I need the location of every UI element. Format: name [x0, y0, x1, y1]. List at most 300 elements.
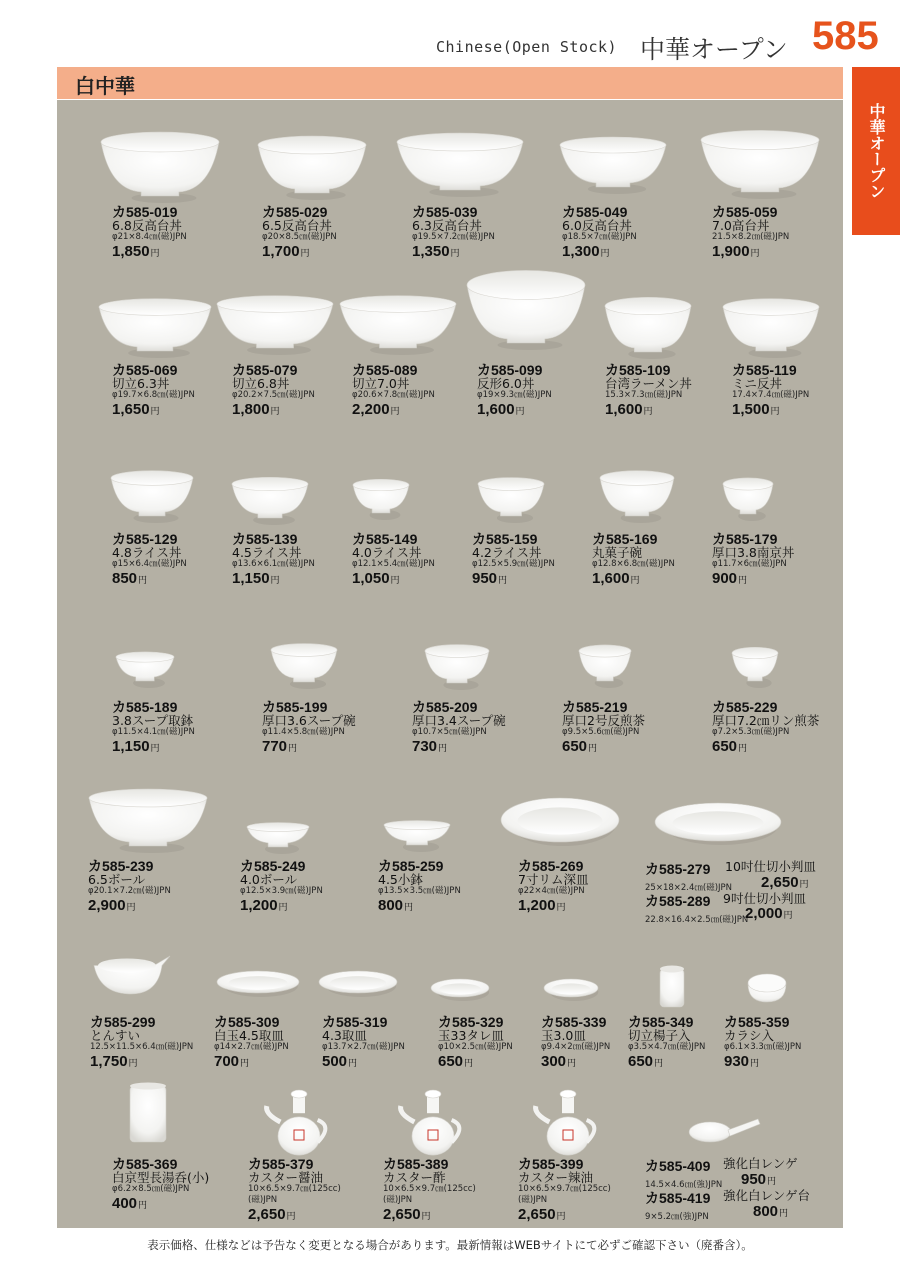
- product-pair-409-419: [645, 1156, 845, 1222]
- product-price: 2,650: [383, 1206, 421, 1223]
- product-price: 2,900: [88, 897, 126, 914]
- product-name: 10吋仕切小判皿: [725, 859, 816, 874]
- yen-unit: 円: [750, 248, 760, 258]
- bowl-rim: [89, 789, 207, 807]
- product-name: カスター酢: [383, 1170, 446, 1185]
- product-name: 4.5小鉢: [378, 872, 423, 887]
- yen-unit: 円: [348, 1058, 358, 1068]
- product-name: 6.5ボール: [88, 872, 146, 887]
- product-spec: 9×5.2㎝(強)JPN: [645, 1212, 709, 1222]
- product-name: 強化白レンゲ: [723, 1156, 798, 1171]
- product-spec-material: (磁)JPN: [383, 1195, 413, 1205]
- product-code: カ585-319: [322, 1014, 388, 1030]
- product-spec: φ9.5×5.6㎝(磁)JPN: [562, 727, 640, 737]
- cruet-spout: [536, 1106, 550, 1122]
- product-price: 300: [541, 1053, 567, 1070]
- product-item: [732, 363, 809, 420]
- yen-unit: 円: [138, 1200, 148, 1210]
- product-item: [412, 700, 506, 757]
- bowl-rim: [397, 133, 523, 151]
- product-price: 850: [112, 570, 138, 587]
- bowl-rim: [560, 137, 666, 153]
- product-code: カ585-039: [412, 204, 478, 220]
- product-price: 650: [438, 1053, 464, 1070]
- product-price: 1,150: [232, 570, 270, 587]
- product-code: カ585-379: [248, 1156, 314, 1172]
- yen-unit: 円: [438, 743, 448, 753]
- product-item: [383, 1157, 476, 1225]
- yen-unit: 円: [556, 1211, 566, 1221]
- product-item: [712, 532, 794, 589]
- product-spec: φ20.2×7.5㎝(磁)JPN: [232, 390, 315, 400]
- yen-unit: 円: [270, 406, 280, 416]
- product-spec: φ13.7×2.7㎝(磁)JPN: [322, 1042, 405, 1052]
- product-price: 1,600: [477, 401, 515, 418]
- yen-unit: 円: [654, 1058, 664, 1068]
- product-code: カ585-399: [518, 1156, 584, 1172]
- product-spec: φ20.1×7.2㎝(磁)JPN: [88, 886, 171, 896]
- product-code: カ585-139: [232, 531, 298, 547]
- product-name: ミニ反丼: [732, 376, 783, 391]
- product-price: 730: [412, 738, 438, 755]
- yen-unit: 円: [738, 575, 748, 585]
- bowl-rim: [271, 644, 337, 657]
- product-code: カ585-289: [645, 893, 711, 909]
- product-name: 白京型長湯呑(小): [112, 1170, 210, 1185]
- product-spec: 10×6.5×9.7㎝(125cc): [518, 1184, 611, 1194]
- plate-well: [330, 976, 386, 990]
- product-item: [518, 859, 588, 916]
- cup-body: [660, 969, 684, 1007]
- product-spec: 10×6.5×9.7㎝(125cc): [248, 1184, 341, 1194]
- cruet-lid: [425, 1090, 441, 1098]
- product-price: 800: [378, 897, 404, 914]
- product-name: 4.3取皿: [322, 1028, 367, 1043]
- product-code: カ585-149: [352, 531, 418, 547]
- product-item: [248, 1157, 341, 1225]
- product-price: 1,200: [518, 897, 556, 914]
- yen-unit: 円: [390, 406, 400, 416]
- yen-unit: 円: [498, 575, 508, 585]
- product-spec-material: (磁)JPN: [518, 1195, 548, 1205]
- bowl-rim: [723, 299, 819, 316]
- product-name: 厚口7.2㎝リン煎茶: [712, 713, 820, 728]
- bowl-rim: [232, 477, 308, 490]
- product-code: カ585-299: [90, 1014, 156, 1030]
- product-name: 反形6.0丼: [477, 376, 535, 391]
- product-name: 7寸リム深皿: [518, 872, 589, 887]
- product-code: カ585-239: [88, 858, 154, 874]
- bowl-rim: [579, 645, 631, 657]
- product-price: 1,900: [712, 243, 750, 260]
- product-price: 1,200: [240, 897, 278, 914]
- product-spec: 17.4×7.4㎝(磁)JPN: [732, 390, 810, 400]
- product-spec: φ3.5×4.7㎝(磁)JPN: [628, 1042, 706, 1052]
- yen-unit: 円: [515, 406, 525, 416]
- product-name: 6.3反高台丼: [412, 218, 482, 233]
- product-item: [562, 205, 637, 262]
- product-price: 1,600: [605, 401, 643, 418]
- product-name: 7.0高台丼: [712, 218, 770, 233]
- product-code: カ585-269: [518, 858, 584, 874]
- product-code: カ585-419: [645, 1190, 711, 1206]
- yen-unit: 円: [799, 879, 809, 889]
- product-item: [412, 205, 495, 262]
- bowl-rim: [723, 478, 773, 490]
- product-item: [562, 700, 645, 757]
- product-item: [438, 1015, 513, 1072]
- product-price: 950: [741, 1171, 767, 1188]
- product-spec: φ9.4×2㎝(磁)JPN: [541, 1042, 611, 1052]
- product-spec: φ12.8×6.8㎝(磁)JPN: [592, 559, 675, 569]
- product-code: カ585-199: [262, 699, 328, 715]
- product-name: 4.0ライス丼: [352, 545, 422, 560]
- product-name: カスター辣油: [518, 1170, 594, 1185]
- product-price: 650: [562, 738, 588, 755]
- product-item: [112, 532, 187, 589]
- yen-unit: 円: [750, 1058, 760, 1068]
- yen-unit: 円: [278, 902, 288, 912]
- product-name: 9吋仕切小判皿: [723, 891, 806, 906]
- product-item: [712, 205, 789, 262]
- yen-unit: 円: [600, 248, 610, 258]
- yen-unit: 円: [270, 575, 280, 585]
- product-item: [322, 1015, 405, 1072]
- product-code: カ585-159: [472, 531, 538, 547]
- product-item: [112, 700, 195, 757]
- product-price: 800: [753, 1203, 779, 1220]
- product-price: 650: [712, 738, 738, 755]
- product-name: 3.8スープ取鉢: [112, 713, 194, 728]
- product-price: 400: [112, 1195, 138, 1212]
- product-price: 1,750: [90, 1053, 128, 1070]
- yen-unit: 円: [150, 248, 160, 258]
- product-item: [112, 205, 187, 262]
- product-name: 切立6.3丼: [112, 376, 170, 391]
- product-spec: φ14×2.7㎝(磁)JPN: [214, 1042, 289, 1052]
- product-code: カ585-359: [724, 1014, 790, 1030]
- yen-unit: 円: [556, 902, 566, 912]
- product-item: [240, 859, 323, 916]
- product-item: [724, 1015, 801, 1072]
- yen-unit: 円: [770, 406, 780, 416]
- product-price: 2,200: [352, 401, 390, 418]
- product-code: カ585-129: [112, 531, 178, 547]
- product-spec: φ18.5×7㎝(磁)JPN: [562, 232, 637, 242]
- yen-unit: 円: [138, 575, 148, 585]
- bowl-rim: [605, 297, 691, 314]
- footer-note: 表示価格、仕様などは予告なく変更となる場合があります。最新情報はWEBサイトにて必ずご確認下さい（廃番含）。: [147, 1238, 753, 1252]
- product-name: 4.0ボール: [240, 872, 298, 887]
- product-code: カ585-389: [383, 1156, 449, 1172]
- yen-unit: 円: [450, 248, 460, 258]
- product-name: 切立7.0丼: [352, 376, 410, 391]
- product-name: 切立6.8丼: [232, 376, 290, 391]
- product-price: 1,300: [562, 243, 600, 260]
- bowl-rim: [732, 647, 778, 659]
- plate-well: [673, 811, 764, 835]
- product-spec: φ21×8.4㎝(磁)JPN: [112, 232, 187, 242]
- product-code: カ585-169: [592, 531, 658, 547]
- plate-well: [439, 983, 481, 994]
- product-price: 950: [472, 570, 498, 587]
- bowl-rim: [247, 823, 309, 832]
- product-price: 2,650: [518, 1206, 556, 1223]
- product-spec: φ10×2.5㎝(磁)JPN: [438, 1042, 513, 1052]
- product-item: [90, 1015, 193, 1072]
- product-spec: φ12.1×5.4㎝(磁)JPN: [352, 559, 435, 569]
- product-price: 1,850: [112, 243, 150, 260]
- product-name: 玉33タレ皿: [438, 1028, 504, 1043]
- bowl-rim: [116, 652, 174, 662]
- cruet-body: [278, 1117, 320, 1155]
- bowl-rim: [258, 136, 366, 154]
- bowl-rim: [478, 478, 544, 491]
- product-name: 4.5ライス丼: [232, 545, 302, 560]
- product-code: カ585-249: [240, 858, 306, 874]
- mustard-pot-lid: [748, 974, 786, 992]
- product-code: カ585-099: [477, 362, 543, 378]
- product-price: 1,500: [732, 401, 770, 418]
- product-name: 6.0反高台丼: [562, 218, 632, 233]
- yen-unit: 円: [738, 743, 748, 753]
- product-spec: φ11.7×6㎝(磁)JPN: [712, 559, 787, 569]
- cruet-body: [412, 1117, 454, 1155]
- product-name: カラシ入: [724, 1028, 775, 1043]
- product-item: [605, 363, 692, 420]
- product-name: 切立楊子入: [628, 1028, 691, 1043]
- yen-unit: 円: [286, 1211, 296, 1221]
- catalog-title-jp: 中華オープン: [640, 35, 788, 64]
- product-item: [518, 1157, 611, 1225]
- product-name: カスター醤油: [248, 1170, 324, 1185]
- product-code: カ585-229: [712, 699, 778, 715]
- product-price: 1,650: [112, 401, 150, 418]
- product-code: カ585-189: [112, 699, 178, 715]
- product-spec: φ22×4㎝(磁)JPN: [518, 886, 585, 896]
- product-name: 6.8反高台丼: [112, 218, 182, 233]
- cup-body: [130, 1086, 166, 1142]
- cruet-body: [547, 1117, 589, 1155]
- product-name: 4.2ライス丼: [472, 545, 542, 560]
- product-spec-material: (磁)JPN: [248, 1195, 278, 1205]
- product-spec: φ19.5×7.2㎝(磁)JPN: [412, 232, 495, 242]
- product-item: [712, 700, 819, 757]
- bowl-rim: [99, 299, 211, 316]
- product-name: 厚口3.8南京丼: [712, 545, 795, 560]
- product-item: [262, 205, 337, 262]
- bowl-rim: [600, 471, 674, 486]
- product-price: 1,150: [112, 738, 150, 755]
- product-item: [88, 859, 171, 916]
- product-code: カ585-179: [712, 531, 778, 547]
- yen-unit: 円: [779, 1208, 789, 1218]
- product-code: カ585-369: [112, 1156, 178, 1172]
- product-spec: 21.5×8.2㎝(磁)JPN: [712, 232, 790, 242]
- product-price: 2,650: [248, 1206, 286, 1223]
- product-code: カ585-219: [562, 699, 628, 715]
- product-price: 700: [214, 1053, 240, 1070]
- product-spec: φ11.5×4.1㎝(磁)JPN: [112, 727, 195, 737]
- spoon-bowl: [689, 1122, 731, 1142]
- product-spec: φ11.4×5.8㎝(磁)JPN: [262, 727, 345, 737]
- product-item: [352, 532, 435, 589]
- bowl-rim: [101, 132, 219, 152]
- product-item: [477, 363, 552, 420]
- yen-unit: 円: [288, 743, 298, 753]
- product-name: 厚口3.6スープ碗: [262, 713, 356, 728]
- product-code: カ585-279: [645, 861, 711, 877]
- yen-unit: 円: [404, 902, 414, 912]
- product-name: 白玉4.5取皿: [214, 1028, 284, 1043]
- product-price: 500: [322, 1053, 348, 1070]
- product-code: カ585-019: [112, 204, 178, 220]
- product-spec: φ20×8.5㎝(磁)JPN: [262, 232, 337, 242]
- product-price: 1,800: [232, 401, 270, 418]
- product-code: カ585-339: [541, 1014, 607, 1030]
- yen-unit: 円: [643, 406, 653, 416]
- product-item: [352, 363, 435, 420]
- bowl-rim: [701, 130, 819, 149]
- yen-unit: 円: [767, 1176, 777, 1186]
- plate-well: [518, 807, 603, 834]
- product-spec: φ6.2×8.5㎝(磁)JPN: [112, 1184, 190, 1194]
- product-code: カ585-409: [645, 1158, 711, 1174]
- product-spec: 12.5×11.5×6.4㎝(磁)JPN: [90, 1042, 194, 1052]
- yen-unit: 円: [390, 575, 400, 585]
- product-name: 厚口2号反煎茶: [562, 713, 645, 728]
- bowl-rim: [340, 296, 456, 313]
- cruet-lid: [291, 1090, 307, 1098]
- product-price: 2,000: [745, 905, 783, 922]
- product-spec: φ7.2×5.3㎝(磁)JPN: [712, 727, 790, 737]
- product-name: とんすい: [90, 1028, 141, 1043]
- product-item: [112, 363, 195, 420]
- product-spec: φ19.7×6.8㎝(磁)JPN: [112, 390, 195, 400]
- product-code: カ585-329: [438, 1014, 504, 1030]
- product-price: 650: [628, 1053, 654, 1070]
- product-spec: φ6.1×3.3㎝(磁)JPN: [724, 1042, 802, 1052]
- side-tab: 中華オープン: [852, 67, 900, 235]
- product-name: 台湾ラーメン丼: [605, 376, 692, 391]
- product-code: カ585-089: [352, 362, 418, 378]
- product-spec: φ12.5×3.9㎝(磁)JPN: [240, 886, 323, 896]
- product-item: [628, 1015, 705, 1072]
- page-number: 585: [812, 14, 879, 58]
- product-price: 1,050: [352, 570, 390, 587]
- product-spec: φ13.5×3.5㎝(磁)JPN: [378, 886, 461, 896]
- cup-rim: [130, 1083, 166, 1090]
- product-code: カ585-059: [712, 204, 778, 220]
- product-item: [541, 1015, 610, 1072]
- cup-rim: [660, 966, 684, 973]
- plate-well: [228, 976, 287, 990]
- product-name: 6.5反高台丼: [262, 218, 332, 233]
- product-code: カ585-349: [628, 1014, 694, 1030]
- bowl-rim: [217, 296, 333, 313]
- product-spec: φ20.6×7.8㎝(磁)JPN: [352, 390, 435, 400]
- product-item: [112, 1157, 209, 1214]
- product-name: 強化白レンゲ台: [723, 1188, 810, 1203]
- catalog-title-en: Chinese(Open Stock): [436, 38, 618, 56]
- bowl-rim: [384, 821, 450, 830]
- product-name: 4.8ライス丼: [112, 545, 182, 560]
- product-item: [592, 532, 675, 589]
- product-code: カ585-109: [605, 362, 671, 378]
- yen-unit: 円: [150, 406, 160, 416]
- yen-unit: 円: [464, 1058, 474, 1068]
- product-item: [214, 1015, 289, 1072]
- product-price: 2,650: [761, 874, 799, 891]
- product-spec: 15.3×7.3㎝(磁)JPN: [605, 390, 683, 400]
- spoon-handle: [728, 1119, 760, 1136]
- product-code: カ585-119: [732, 362, 797, 378]
- product-spec: φ19×9.3㎝(磁)JPN: [477, 390, 552, 400]
- yen-unit: 円: [150, 743, 160, 753]
- product-spec: 14.5×4.6㎝(強)JPN: [645, 1180, 723, 1190]
- yen-unit: 円: [421, 1211, 431, 1221]
- product-item: [232, 532, 315, 589]
- product-name: 丸菓子碗: [592, 545, 643, 560]
- yen-unit: 円: [567, 1058, 577, 1068]
- bowl-rim: [353, 479, 409, 491]
- bowl-rim: [111, 471, 193, 486]
- cruet-lid: [560, 1090, 576, 1098]
- product-code: カ585-069: [112, 362, 178, 378]
- product-code: カ585-029: [262, 204, 328, 220]
- yen-unit: 円: [783, 910, 793, 920]
- product-price: 1,350: [412, 243, 450, 260]
- yen-unit: 円: [240, 1058, 250, 1068]
- product-spec: 22.8×16.4×2.5㎝(磁)JPN: [645, 915, 749, 925]
- yen-unit: 円: [630, 575, 640, 585]
- cruet-spout: [401, 1106, 415, 1122]
- yen-unit: 円: [128, 1058, 138, 1068]
- product-price: 930: [724, 1053, 750, 1070]
- plate-well: [552, 983, 591, 994]
- product-code: カ585-309: [214, 1014, 280, 1030]
- product-item: [472, 532, 555, 589]
- bowl-rim: [425, 645, 489, 658]
- product-item: [378, 859, 461, 916]
- product-price: 1,600: [592, 570, 630, 587]
- product-spec: 25×18×2.4㎝(磁)JPN: [645, 883, 733, 893]
- product-price: 1,700: [262, 243, 300, 260]
- product-name: 玉3.0皿: [541, 1028, 586, 1043]
- product-spec: φ13.6×6.1㎝(磁)JPN: [232, 559, 315, 569]
- product-code: カ585-079: [232, 362, 298, 378]
- product-item: [232, 363, 315, 420]
- product-price: 770: [262, 738, 288, 755]
- product-spec: 10×6.5×9.7㎝(125cc): [383, 1184, 476, 1194]
- product-code: カ585-209: [412, 699, 478, 715]
- section-title: 白中華: [75, 74, 135, 98]
- product-name: 厚口3.4スープ碗: [412, 713, 506, 728]
- product-spec: φ15×6.4㎝(磁)JPN: [112, 559, 187, 569]
- yen-unit: 円: [300, 248, 310, 258]
- tonsui-rim: [98, 959, 156, 973]
- product-price: 900: [712, 570, 738, 587]
- product-spec: φ10.7×5㎝(磁)JPN: [412, 727, 487, 737]
- product-code: カ585-259: [378, 858, 444, 874]
- yen-unit: 円: [588, 743, 598, 753]
- bowl-rim: [467, 270, 585, 299]
- cruet-spout: [267, 1106, 281, 1122]
- yen-unit: 円: [126, 902, 136, 912]
- product-code: カ585-049: [562, 204, 628, 220]
- product-spec: φ12.5×5.9㎝(磁)JPN: [472, 559, 555, 569]
- product-pair-279-289: [645, 859, 845, 925]
